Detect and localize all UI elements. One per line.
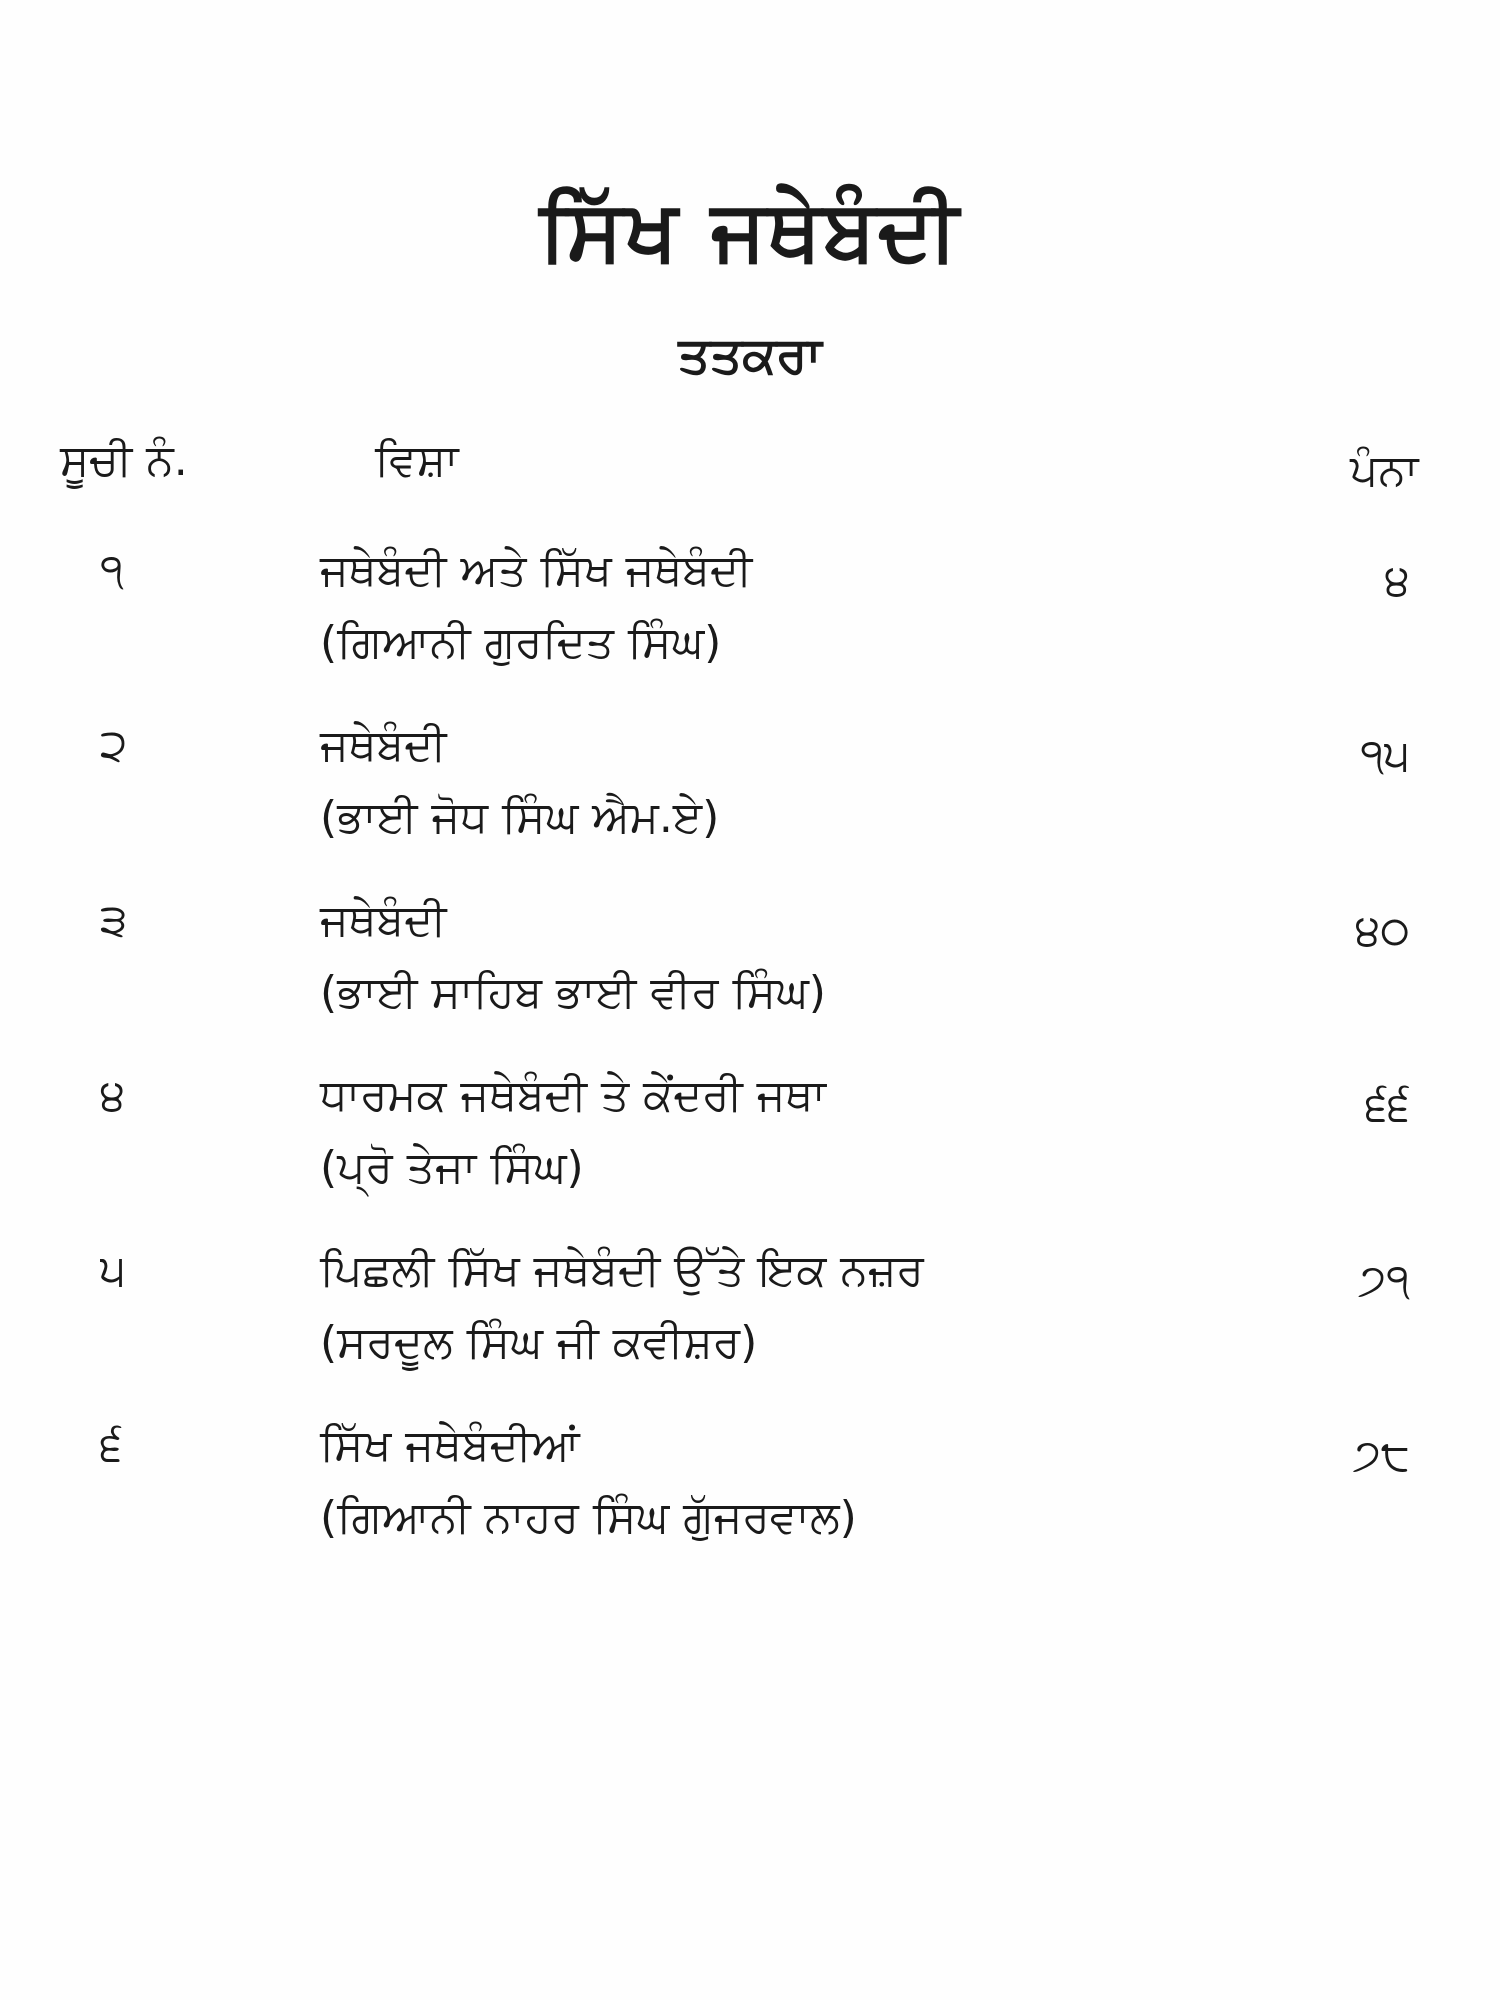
entry-page-number: ੧੫: [1360, 730, 1410, 781]
toc-entry: [0, 1070, 1500, 1240]
entry-page-number: ੬੬: [1365, 1080, 1410, 1131]
entry-number: ੬: [100, 1420, 123, 1471]
entry-page-number: ੪: [1384, 555, 1410, 606]
entry-author: (ਪ੍ਰੋ ਤੇਜਾ ਸਿੰਘ): [320, 1142, 584, 1193]
entry-author: (ਸਰਦੂਲ ਸਿੰਘ ਜੀ ਕਵੀਸ਼ਰ): [320, 1317, 758, 1368]
toc-entry: [0, 1420, 1500, 1590]
column-header-page: ਪੰਨਾ: [1350, 445, 1419, 496]
entry-page-number: ੪੦: [1355, 905, 1410, 956]
entry-topic: ਜਥੇਬੰਦੀ: [320, 720, 447, 771]
page-title: ਸਿੱਖ ਜਥੇਬੰਦੀ: [539, 181, 961, 279]
entry-author: (ਗਿਆਨੀ ਨਾਹਰ ਸਿੰਘ ਗੁੱਜਰਵਾਲ): [320, 1492, 857, 1543]
toc-entry: [0, 545, 1500, 715]
entry-topic: ਧਾਰਮਕ ਜਥੇਬੰਦੀ ਤੇ ਕੇਂਦਰੀ ਜਥਾ: [320, 1070, 826, 1121]
toc-entry: [0, 1245, 1500, 1415]
page-subtitle: ਤਤਕਰਾ: [678, 326, 822, 384]
column-header-topic: ਵਿਸ਼ਾ: [375, 435, 459, 486]
column-header-number: ਸੂਚੀ ਨੰ.: [60, 435, 188, 486]
entry-number: ੫: [100, 1245, 126, 1296]
entry-topic: ਪਿਛਲੀ ਸਿੱਖ ਜਥੇਬੰਦੀ ਉੱਤੇ ਇਕ ਨਜ਼ਰ: [320, 1245, 924, 1296]
toc-entry: [0, 720, 1500, 890]
entry-number: ੨: [100, 720, 128, 771]
entry-topic: ਜਥੇਬੰਦੀ ਅਤੇ ਸਿੱਖ ਜਥੇਬੰਦੀ: [320, 545, 753, 596]
entry-author: (ਗਿਆਨੀ ਗੁਰਦਿਤ ਸਿੰਘ): [320, 617, 722, 668]
entry-author: (ਭਾਈ ਜੋਧ ਸਿੰਘ ਐਮ.ਏ): [320, 792, 720, 843]
entry-number: ੪: [100, 1070, 126, 1121]
entry-number: ੩: [100, 895, 128, 946]
entry-topic: ਜਥੇਬੰਦੀ: [320, 895, 447, 946]
entry-page-number: ੭੮: [1352, 1430, 1410, 1481]
toc-entry: [0, 895, 1500, 1065]
entry-author: (ਭਾਈ ਸਾਹਿਬ ਭਾਈ ਵੀਰ ਸਿੰਘ): [320, 967, 826, 1018]
entry-page-number: ੭੧: [1357, 1255, 1410, 1306]
entry-number: ੧: [100, 545, 124, 596]
entry-topic: ਸਿੱਖ ਜਥੇਬੰਦੀਆਂ: [320, 1420, 580, 1471]
